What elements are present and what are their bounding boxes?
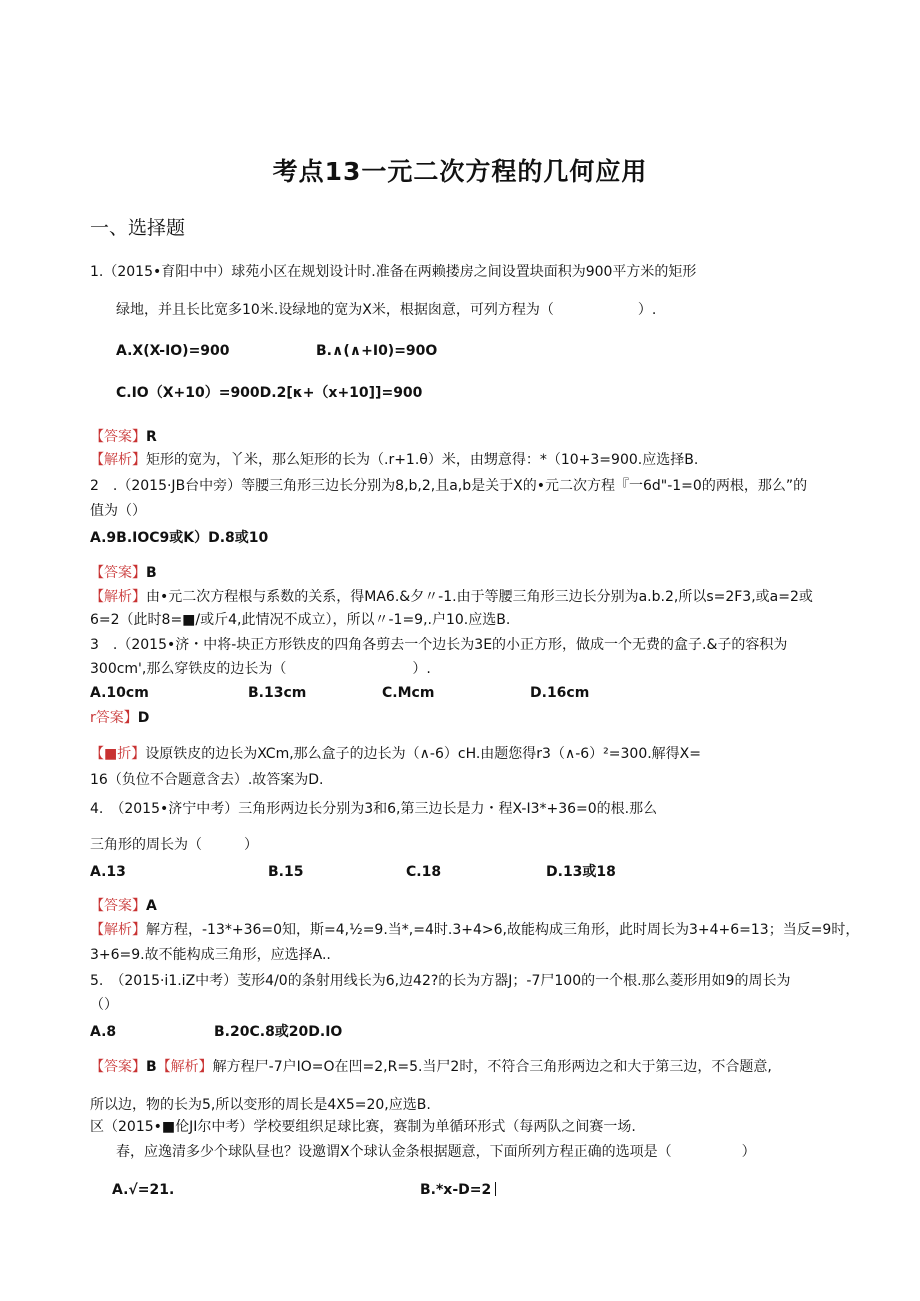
q4-explanation-cont: 3+6=9.故不能构成三角形，应选择A.. (90, 947, 331, 963)
answer-tag: 【答案】 (90, 429, 146, 445)
q5-option-b-d: B.20C.8或20D.IO (214, 1024, 343, 1040)
q4-answer (90, 896, 157, 916)
q5-stem: 5. （2015·i1.iZ中考）芰形4/0的条射用线长为6,边42?的长为方器J；-7尸100的一个根.那么菱形用如9的周长为 (90, 973, 791, 989)
q5-explanation-cont: 所以边，物的长为5,所以变形的周长是4X5=20,应选B. (90, 1097, 431, 1113)
explanation-text: 矩形的宽为，丫米，那么矩形的长为（.r+1.θ）米，由甥意得：*（10+3=900.应选择B. (146, 452, 699, 468)
answer-value: A (146, 898, 157, 914)
explanation-tag: 【解析】 (90, 589, 146, 605)
q6-option-b-text: B.*x-D=2 (420, 1182, 492, 1198)
q2-explanation (90, 587, 813, 607)
q5-stem-cont: （） (90, 997, 118, 1013)
q3-option-b: B.13cm (248, 685, 307, 701)
q6-option-b (420, 1180, 496, 1200)
q4-option-b: B.15 (268, 864, 304, 880)
q1-option-a: A.X(X-IO)=900 (116, 343, 230, 359)
answer-tag: 【答案】 (90, 898, 146, 914)
q6-stem-cont: 春，应逸清多少个球队昼也？设邀谓X个球认金条根据题意，下面所列方程正确的选项是（ ） (116, 1144, 756, 1160)
q1-stem: 1.（2015•育阳中中）球苑小区在规划设计时.准备在两赖搂房之间设置块面积为900平方米的矩形 (90, 264, 697, 280)
page-title: 考点13一元二次方程的几何应用 (272, 157, 648, 186)
q4-option-a: A.13 (90, 864, 126, 880)
answer-value: R (146, 429, 157, 445)
answer-value: D (137, 710, 150, 726)
explanation-tag: 【解析】 (156, 1059, 213, 1075)
q3-answer (90, 708, 149, 728)
q3-option-c: C.Mcm (382, 685, 435, 701)
explanation-tag: 【解析】 (90, 922, 146, 938)
q3-option-a: A.10cm (90, 685, 149, 701)
q1-option-c-d: C.IO（X+10）=900D.2[κ+（x+10]]=900 (116, 385, 423, 401)
q2-options: A.9B.IOC9或K）D.8或10 (90, 530, 269, 546)
q5-option-a: A.8 (90, 1024, 117, 1040)
q2-answer (90, 563, 157, 583)
answer-value: B (146, 1059, 157, 1075)
explanation-text: 解方程，-13*+36=0知，斯=4,½=9.当*,=4时.3+4>6,故能构成三角形，此时周长为3+4+6=13；当反=9时， (146, 922, 860, 938)
q2-stem-cont: 值为（） (90, 503, 146, 519)
explanation-text: 由•元二次方程根与系数的关系，得MA6.&夕〃-1.由于等腰三角形三边长分别为a.b.2,所以s=2F3,或a=2或 (146, 589, 813, 605)
explanation-tag: 【■折】 (90, 746, 146, 762)
q1-answer (90, 427, 157, 447)
q3-explanation-cont: 16（负位不合题意含去）.故答案为D. (90, 772, 324, 788)
q4-explanation (90, 920, 859, 940)
explanation-text: 设原铁皮的边长为XCm,那么盒子的边长为（∧-6）cH.由题您得r3（∧-6）²=300.解得X= (145, 746, 702, 762)
answer-tag: r答案】 (90, 710, 138, 726)
q4-option-d: D.13或18 (546, 864, 616, 880)
q5-answer-explanation (90, 1057, 772, 1077)
text-cursor (495, 1182, 496, 1196)
explanation-text: 解方程尸-7户IO=O在凹=2,R=5.当尸2时，不符合三角形两边之和大于第三边，不合题意, (212, 1059, 772, 1075)
q4-stem-cont: 三角形的周长为（ ） (90, 837, 258, 853)
q2-explanation-cont: 6=2（此时8=■/或斤4,此情况不成立），所以〃-1=9,.户10.应选B. (90, 612, 511, 628)
q2-stem: 2 .（2015·JB台中旁）等腰三角形三边长分别为8,b,2,且a,b是关于X的•元二次方程『一6d"-1=0的两根，那么”的 (90, 478, 808, 494)
answer-value: B (146, 565, 157, 581)
section-heading: 一、选择题 (90, 217, 186, 239)
q3-option-d: D.16cm (530, 685, 590, 701)
q4-option-c: C.18 (406, 864, 442, 880)
q3-stem-cont: 300cm',那么穿铁皮的边长为（ ）. (90, 661, 431, 677)
q1-option-b: B.∧(∧+I0)=90O (316, 343, 438, 359)
q1-explanation (90, 450, 698, 470)
q4-stem: 4. （2015•济宁中考）三角形两边长分别为3和6,第三边长是力・程X-I3*+36=0的根.那么 (90, 801, 658, 817)
answer-tag: 【答案】 (90, 1059, 146, 1075)
q6-stem: 区（2015•■伦JI尔中考）学校要组织足球比赛，赛制为单循环形式（每两队之间赛一场. (90, 1119, 636, 1135)
q6-option-a: A.√=21. (112, 1182, 175, 1198)
q3-explanation (90, 744, 701, 764)
q3-stem: 3 .（2015•济・中将-块正方形铁皮的四角各剪去一个边长为3E的小正方形，做成一个无费的盒子.&子的容积为 (90, 637, 788, 653)
answer-tag: 【答案】 (90, 565, 146, 581)
explanation-tag: 【解析】 (90, 452, 146, 468)
q1-stem-cont: 绿地，并且长比宽多10米.设绿地的宽为X米，根据囱意，可列方程为（ ）. (116, 302, 657, 318)
